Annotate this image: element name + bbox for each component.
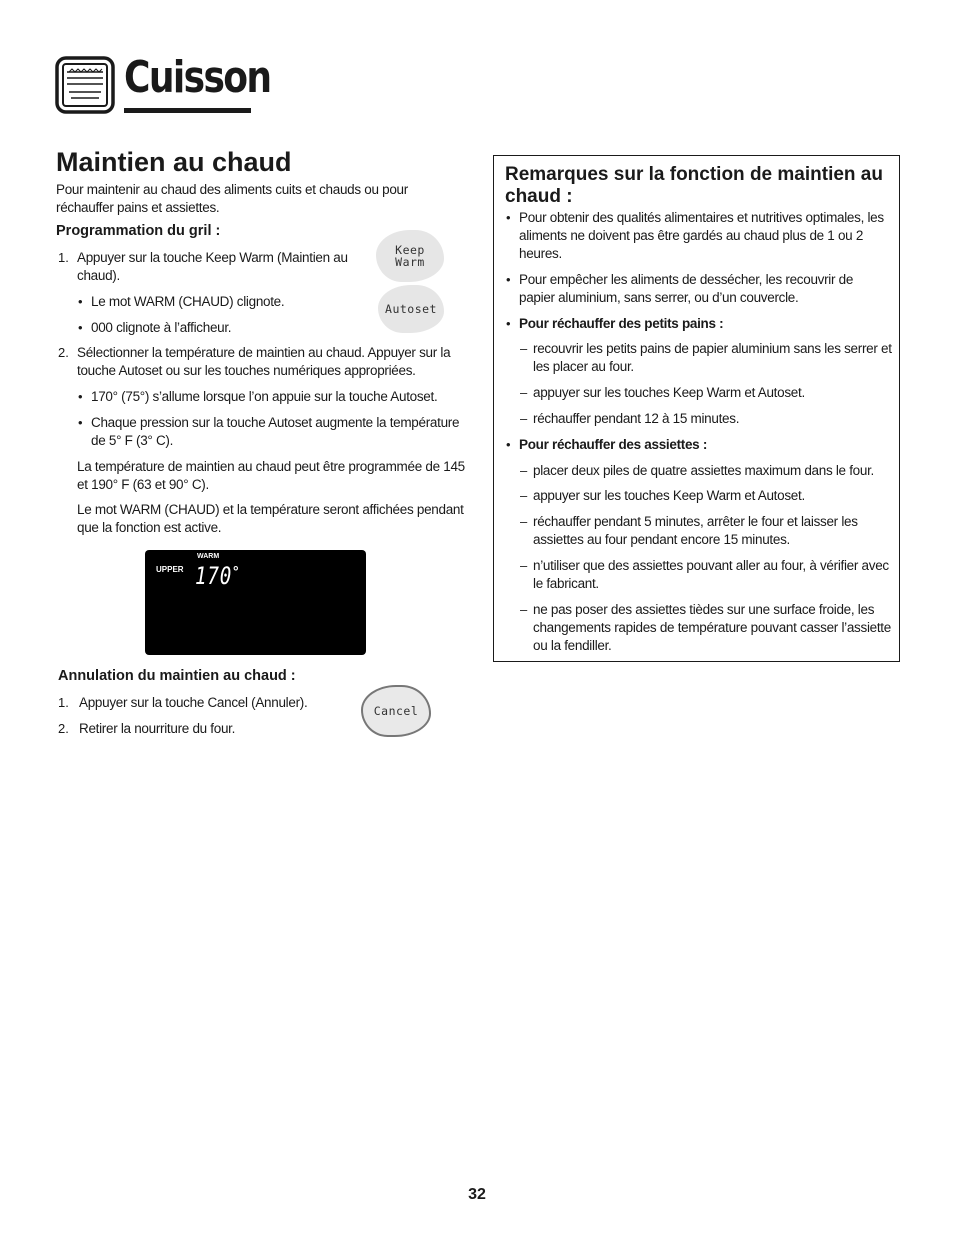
dash-marker: – <box>520 411 528 426</box>
programming-heading: Programmation du gril : <box>56 223 221 239</box>
display-warm-indicator: WARM <box>197 553 220 560</box>
bullet-marker: • <box>506 210 511 225</box>
dash-marker: – <box>520 488 528 503</box>
display-degree: ° <box>233 563 239 579</box>
dash-marker: – <box>520 514 528 529</box>
autoset-button[interactable] <box>378 285 444 333</box>
step-number: 1. <box>58 250 69 265</box>
oven-icon <box>55 56 115 114</box>
bullet-marker: • <box>78 320 83 335</box>
plates-item: réchauffer pendant 5 minutes, arrêter le four et laisser les assiettes au four pendant encore 15 minutes. <box>533 514 858 547</box>
step1-text: Appuyer sur la touche Keep Warm (Maintien au chaud). <box>77 250 348 283</box>
bullet-marker: • <box>78 389 83 404</box>
autoset-label: Autoset <box>385 302 437 316</box>
dash-marker: – <box>520 341 528 356</box>
notes-bullet: Pour empêcher les aliments de dessécher, les recouvrir de papier aluminium, sans serrer, ou d’un couvercle. <box>519 272 854 305</box>
keep-warm-label-line1: Keep <box>395 243 425 257</box>
rolls-item: appuyer sur les touches Keep Warm et Autoset. <box>533 385 805 400</box>
header-rule <box>124 108 251 113</box>
bullet-marker: • <box>506 437 511 452</box>
rolls-item: réchauffer pendant 12 à 15 minutes. <box>533 411 740 426</box>
plates-item: placer deux piles de quatre assiettes maximum dans le four. <box>533 463 874 478</box>
step-number: 2. <box>58 721 69 736</box>
step2-bullet: Chaque pression sur la touche Autoset augmente la température de 5° F (3° C). <box>91 415 460 448</box>
plates-item: appuyer sur les touches Keep Warm et Autoset. <box>533 488 805 503</box>
step2-bullet: 170° (75°) s’allume lorsque l’on appuie sur la touche Autoset. <box>91 389 438 404</box>
rolls-heading: Pour réchauffer des petits pains : <box>519 316 724 331</box>
plates-heading: Pour réchauffer des assiettes : <box>519 437 708 452</box>
temperature-range-note: La température de maintien au chaud peut être programmée de 145 et 190° F (63 et 90° C). <box>77 459 465 492</box>
display-temperature: 170 <box>195 562 233 590</box>
step-number: 1. <box>58 695 69 710</box>
bullet-marker: • <box>506 272 511 287</box>
cancel-label: Cancel <box>373 704 419 718</box>
notes-bullet: Pour obtenir des qualités alimentaires et nutritives optimales, les aliments ne doivent pas être gardés au chaud plus de 1 ou 2 heures. <box>519 210 884 261</box>
cancel-heading: Annulation du maintien au chaud : <box>58 668 296 684</box>
bullet-marker: • <box>78 415 83 430</box>
dash-marker: – <box>520 602 528 617</box>
page-number: 32 <box>468 1186 486 1203</box>
oven-display <box>145 550 366 655</box>
section-title: Maintien au chaud <box>56 147 292 177</box>
keep-warm-button[interactable] <box>376 230 444 282</box>
dash-marker: – <box>520 385 528 400</box>
rolls-item: recouvrir les petits pains de papier aluminium sans les serrer et les placer au four. <box>533 341 892 374</box>
display-note: Le mot WARM (CHAUD) et la température seront affichées pendant que la fonction est active. <box>77 502 464 535</box>
notes-title: Remarques sur la fonction de maintien au chaud : <box>505 164 883 207</box>
plates-item: ne pas poser des assiettes tièdes sur une surface froide, les changements rapides de température pouvant casser l’assiette ou la fendiller. <box>533 602 891 653</box>
display-upper-indicator: UPPER <box>156 565 184 574</box>
cancel-step: Retirer la nourriture du four. <box>79 721 236 736</box>
cancel-button[interactable] <box>361 685 431 737</box>
step1-bullet: 000 clignote à l’afficheur. <box>91 320 232 335</box>
bullet-marker: • <box>506 316 511 331</box>
step2-text: Sélectionner la température de maintien au chaud. Appuyer sur la touche Autoset ou sur les touches numériques appropriées. <box>77 345 451 378</box>
dash-marker: – <box>520 463 528 478</box>
step-number: 2. <box>58 345 69 360</box>
page-title: Cuisson <box>124 52 271 103</box>
step1-bullet: Le mot WARM (CHAUD) clignote. <box>91 294 285 309</box>
cancel-step: Appuyer sur la touche Cancel (Annuler). <box>79 695 308 710</box>
keep-warm-label-line2: Warm <box>395 255 425 269</box>
bullet-marker: • <box>78 294 83 309</box>
intro-text: Pour maintenir au chaud des aliments cuits et chauds ou pour réchauffer pains et assiettes. <box>56 182 408 215</box>
dash-marker: – <box>520 558 528 573</box>
plates-item: n’utiliser que des assiettes pouvant aller au four, à vérifier avec le fabricant. <box>533 558 889 591</box>
